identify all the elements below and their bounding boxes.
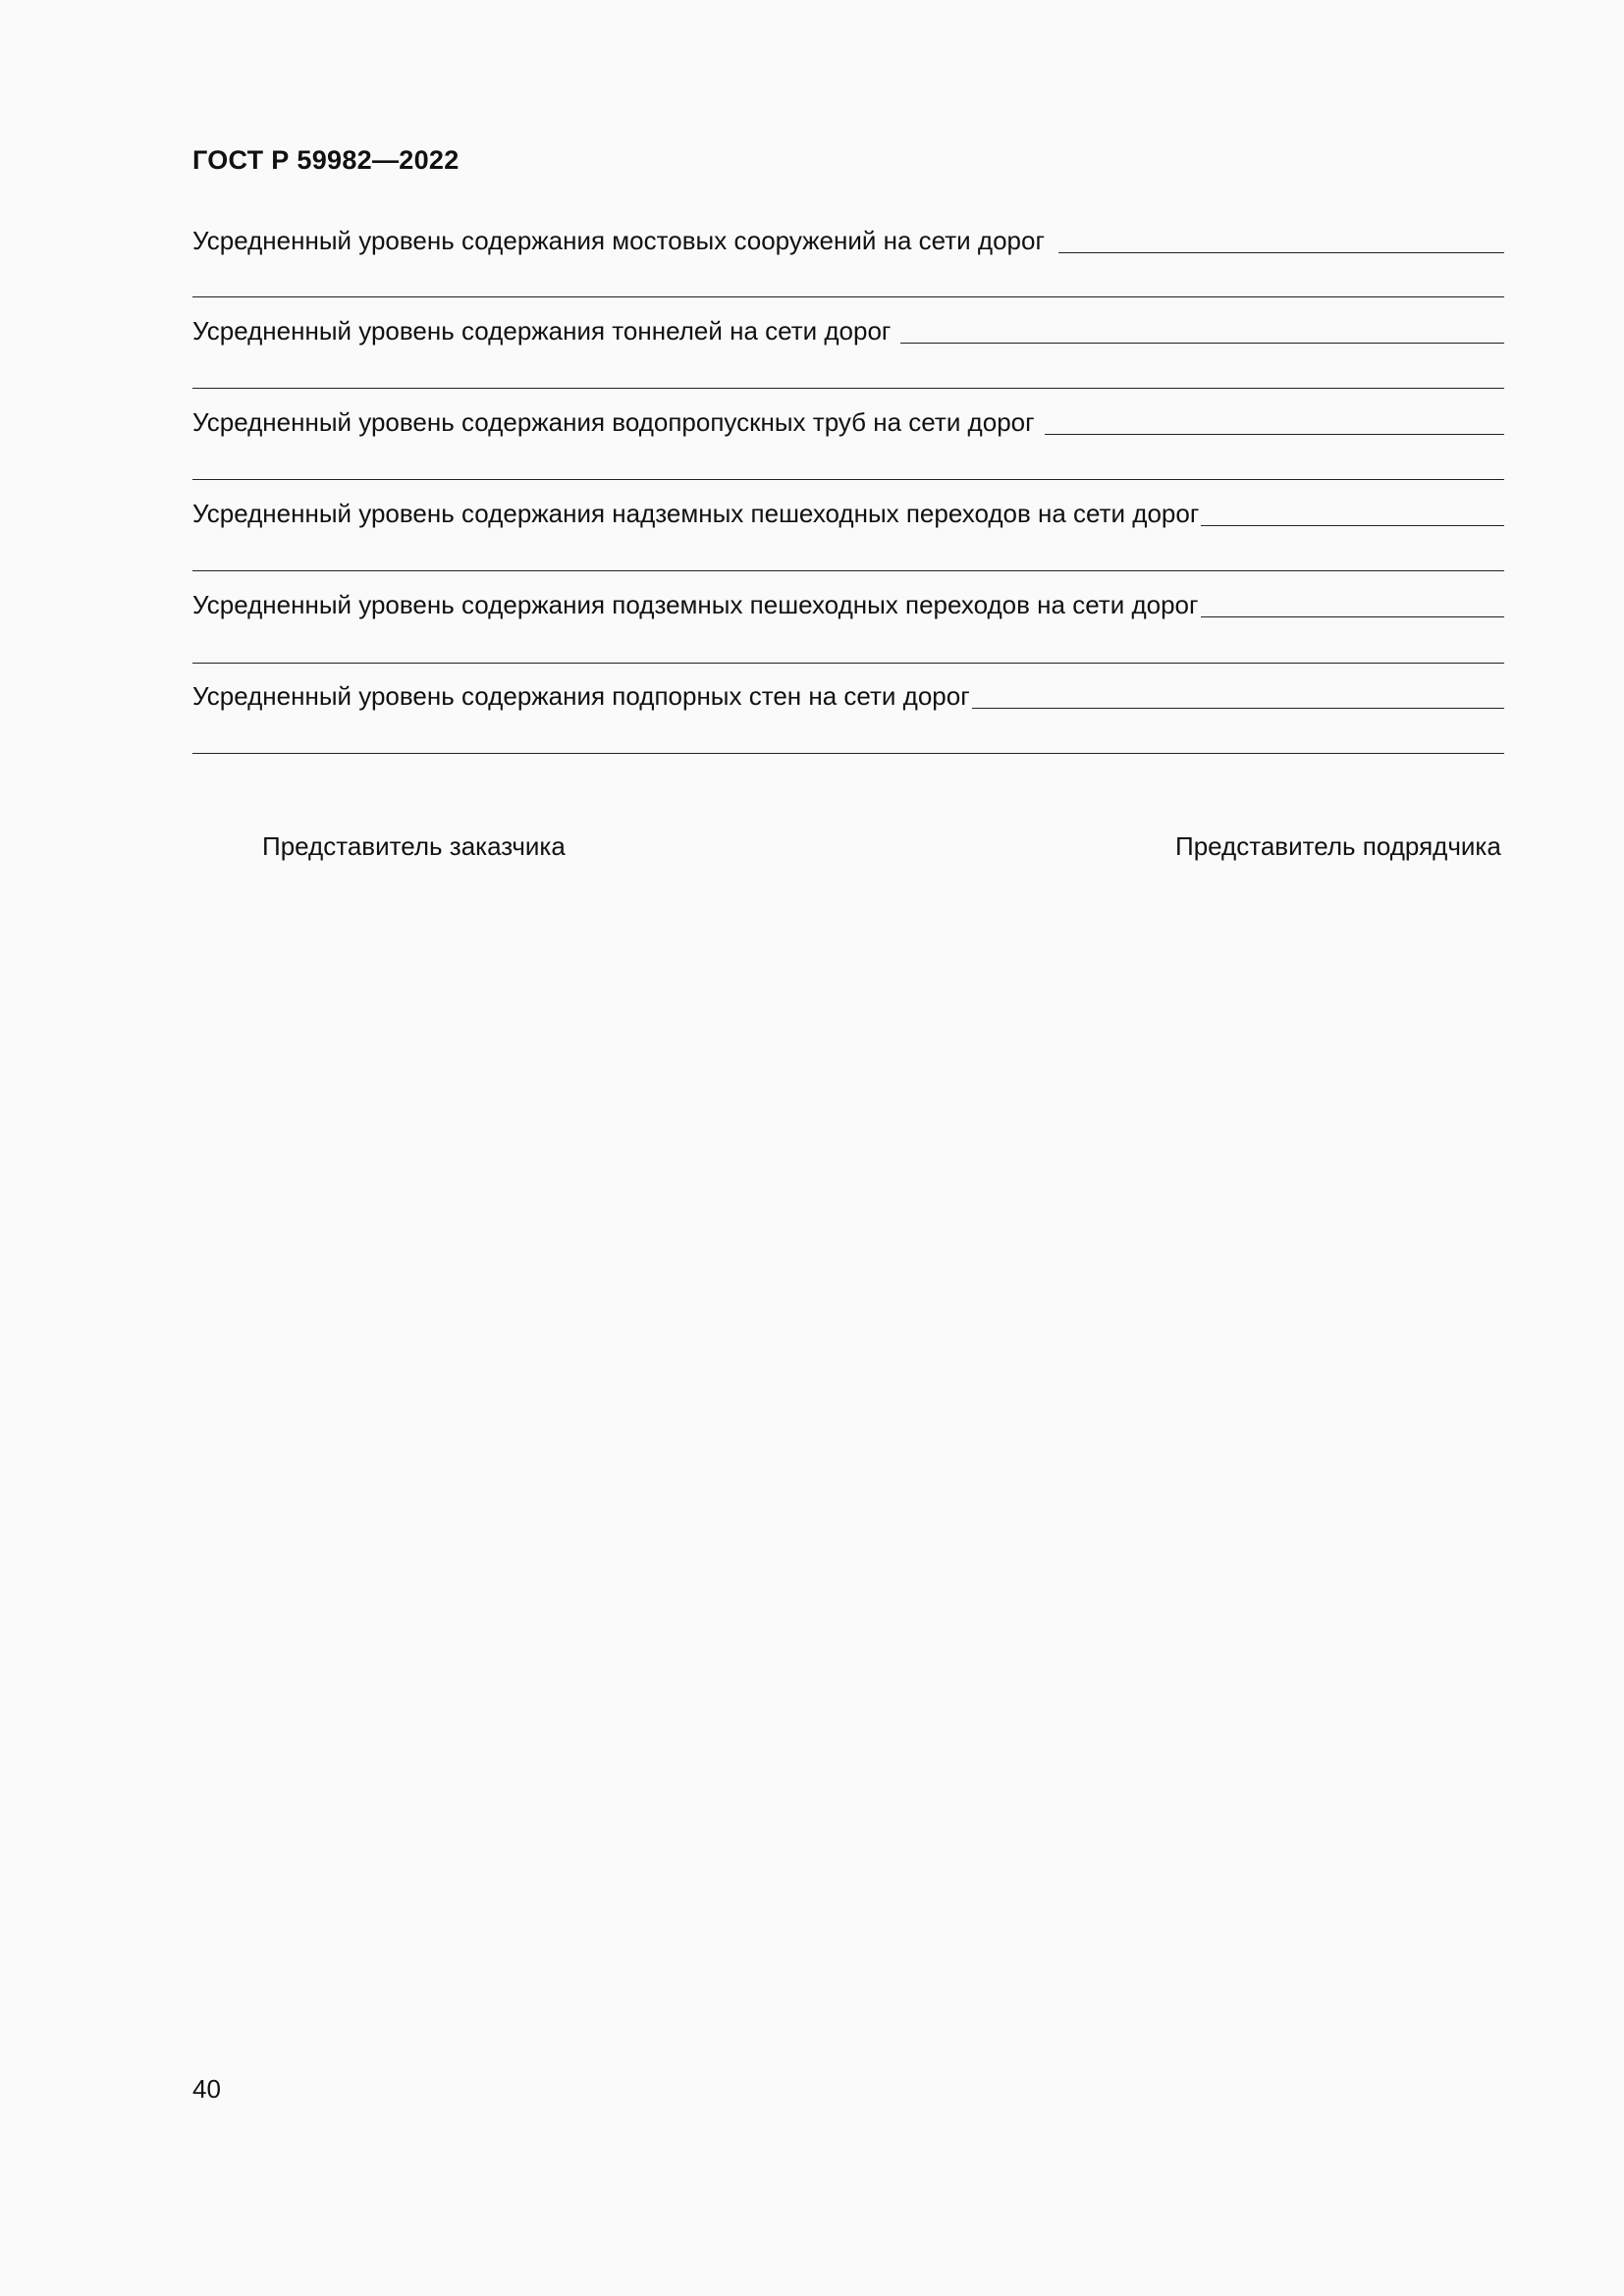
field-label: Усредненный уровень содержания подземных пешеходных переходов на сети дорог — [192, 590, 1199, 619]
field-label: Усредненный уровень содержания надземных пешеходных переходов на сети дорог — [192, 499, 1200, 528]
field-row-bridges — [192, 222, 1504, 255]
field-label: Усредненный уровень содержания водопропускных труб на сети дорог — [192, 407, 1035, 437]
field-row-retaining-walls — [192, 677, 1504, 711]
field-label: Усредненный уровень содержания мостовых сооружений на сети дорог — [192, 226, 1045, 255]
fill-in-blank[interactable] — [1045, 433, 1504, 435]
fill-in-line[interactable] — [192, 753, 1504, 754]
fill-in-line[interactable] — [192, 479, 1504, 480]
field-row-culverts — [192, 403, 1504, 437]
fill-in-line[interactable] — [192, 296, 1504, 297]
document-header: ГОСТ Р 59982—2022 — [192, 145, 460, 175]
fill-in-blank[interactable] — [972, 707, 1504, 709]
fill-in-line[interactable] — [192, 388, 1504, 389]
fill-in-blank[interactable] — [1201, 615, 1505, 617]
fill-in-line[interactable] — [192, 570, 1504, 571]
fill-in-blank[interactable] — [1201, 524, 1504, 526]
field-row-underpasses — [192, 586, 1504, 619]
customer-representative-label: Представитель заказчика — [262, 831, 566, 861]
fill-in-line[interactable] — [192, 663, 1504, 664]
field-label: Усредненный уровень содержания подпорных стен на сети дорог — [192, 681, 970, 711]
fill-in-blank[interactable] — [900, 342, 1504, 344]
page-number: 40 — [192, 2074, 221, 2104]
field-label: Усредненный уровень содержания тоннелей на сети дорог — [192, 316, 892, 346]
fill-in-blank[interactable] — [1058, 251, 1504, 253]
field-row-overpasses — [192, 495, 1504, 528]
field-row-tunnels — [192, 312, 1504, 346]
contractor-representative-label: Представитель подрядчика — [1175, 831, 1501, 861]
